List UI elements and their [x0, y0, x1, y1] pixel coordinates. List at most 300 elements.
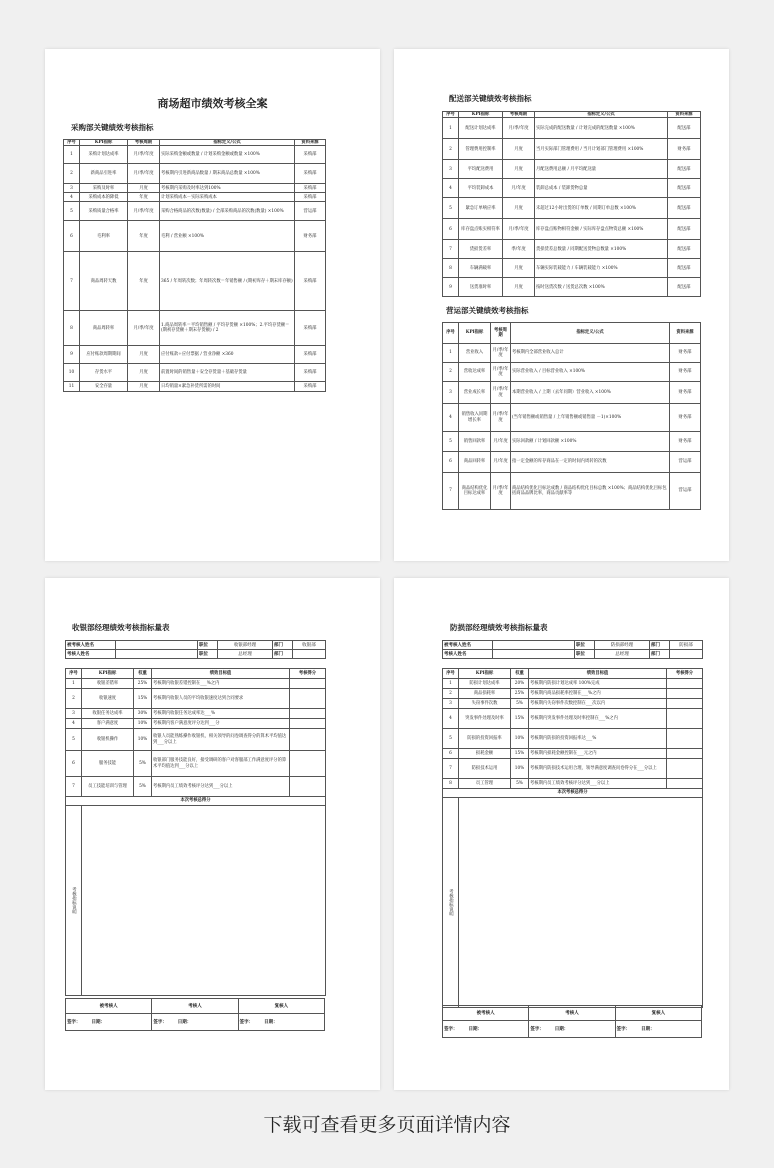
table-cell: 月度 — [503, 139, 535, 160]
info-label: 职位 — [575, 650, 595, 659]
table-cell: 5% — [511, 779, 529, 789]
table-cell: 配送部 — [668, 179, 701, 198]
table-row — [443, 118, 701, 139]
table-cell: 月/季/年度 — [128, 311, 160, 346]
table-cell: 15% — [511, 709, 529, 729]
info-row — [66, 641, 326, 650]
table-row — [443, 278, 701, 297]
header-cell: KPI指标 — [459, 669, 511, 679]
table-cell: 月度 — [128, 382, 160, 392]
section-title-distribution: 配送部关键绩效考核指标 — [449, 94, 532, 103]
table-cell: 1 — [443, 344, 459, 363]
table-cell: 4 — [64, 193, 80, 202]
table-cell: 7 — [66, 777, 82, 797]
section-title-procurement: 采购部关键绩效考核指标 — [71, 123, 154, 132]
header-cell: 考核周期 — [128, 140, 160, 146]
table-cell: 考核期内员工绩效考核评分达到___分以上 — [529, 779, 667, 789]
table-cell: 月/季/年度 — [128, 202, 160, 221]
table-cell: 月/年度 — [503, 179, 535, 198]
table-cell: 指一定金额的库存商品在一定的时间内周转的次数 — [511, 452, 670, 473]
table-cell: 月/季/年度 — [503, 219, 535, 240]
table-row — [443, 759, 703, 779]
info-value — [116, 650, 198, 659]
note-row — [443, 798, 703, 1008]
table-cell: 商品结构优化目标达成数 / 商品结构优化目标总数 ×100%；商品结构优化目标包括商品品牌比率，商品贡献率等 — [511, 473, 670, 510]
table-row — [443, 749, 703, 759]
table-row — [64, 346, 326, 364]
sign-header: 复核人 — [615, 1006, 701, 1021]
header-cell: 考核得分 — [290, 669, 326, 679]
table-cell: 2 — [66, 689, 82, 709]
table-row — [64, 364, 326, 382]
table-cell: 员工管理 — [459, 779, 511, 789]
table-cell: 7 — [64, 252, 80, 311]
table-cell: 新商品引进率 — [80, 164, 128, 184]
table-cell: 采购部 — [295, 184, 326, 193]
document-page-2 — [394, 49, 729, 561]
table-cell: 财务部 — [670, 382, 701, 404]
header-cell: 权重 — [134, 669, 152, 679]
table-cell: 年度 — [128, 221, 160, 252]
table-row — [66, 777, 326, 797]
table-cell: 营业收入 — [459, 344, 491, 363]
table-cell: 7 — [443, 759, 459, 779]
table-cell: 10% — [511, 759, 529, 779]
table-cell: 1 — [443, 679, 459, 689]
info-label: 考核人姓名 — [443, 650, 493, 659]
document-page-1 — [45, 49, 380, 561]
table-row — [66, 719, 326, 729]
table-cell — [667, 679, 703, 689]
header-cell: 考核周期 — [503, 112, 535, 118]
header-cell: 序号 — [443, 323, 459, 344]
table-cell: 配送部 — [668, 118, 701, 139]
table-cell: 采购质量合格率 — [80, 202, 128, 221]
table-cell: 年度 — [128, 252, 160, 311]
table-cell: 5% — [134, 751, 152, 777]
table-cell: 10 — [64, 364, 80, 382]
table-cell: 计划采购成本－实际采购成本 — [160, 193, 295, 202]
table-cell: 月/季/年度 — [491, 363, 511, 382]
table-row — [64, 164, 326, 184]
cashier-kpi-table — [65, 668, 326, 996]
table-cell: 失窃事件次数 — [459, 699, 511, 709]
table-cell: 按时送货次数 / 送货总次数 ×100% — [535, 278, 668, 297]
sign-header-row — [443, 1006, 702, 1021]
table-cell — [667, 779, 703, 789]
info-value — [670, 650, 703, 659]
table-cell: 考核期内收银差错控制在___%之内 — [152, 679, 290, 689]
info-value — [493, 650, 575, 659]
table-cell: 配送部 — [668, 240, 701, 259]
table-row — [66, 709, 326, 719]
table-row — [64, 146, 326, 164]
info-label: 部门 — [273, 650, 293, 659]
table-cell: 采购部 — [295, 382, 326, 392]
table-row — [443, 240, 701, 259]
table-cell: 15% — [511, 749, 529, 759]
table-cell: 毛利 / 营业额 ×100% — [160, 221, 295, 252]
header-cell: 绩效目标值 — [529, 669, 667, 679]
download-more-link[interactable]: 下载可查看更多页面详情内容 — [263, 1114, 511, 1136]
header-cell: KPI指标 — [459, 323, 491, 344]
info-row — [443, 650, 703, 659]
table-cell: 财务部 — [670, 363, 701, 382]
table-cell: 月/季/年度 — [491, 344, 511, 363]
table-cell: 库存盘点账实相符率 — [459, 219, 503, 240]
header-cell: KPI指标 — [80, 140, 128, 146]
document-title: 商场超市绩效考核全案 — [157, 97, 268, 110]
table-cell: 管理费用控制率 — [459, 139, 503, 160]
table-cell: 4 — [443, 179, 459, 198]
header-cell: 权重 — [511, 669, 529, 679]
table-row — [64, 221, 326, 252]
table-row — [443, 473, 701, 510]
table-cell: 采购成本的降低 — [80, 193, 128, 202]
table-cell: 防损的投资回报率 — [459, 729, 511, 749]
table-cell: 本期营业收入 / 上期（去年同期）营业收入 ×100% — [511, 382, 670, 404]
table-cell: 前置时间的销售量＋安全存货量＋基础存货量 — [160, 364, 295, 382]
table-cell: 6 — [66, 751, 82, 777]
table-cell: 营运部 — [670, 473, 701, 510]
total-row — [66, 797, 326, 806]
table-cell: 考核期内收银任务达成率达___% — [152, 709, 290, 719]
table-cell: 月度 — [128, 346, 160, 364]
table-cell: 配送计划达成率 — [459, 118, 503, 139]
table-cell: 1.商品周转率＝平均销售额 / 平均存货额 ×100%；2.平均存货额＝(期初存货额＋期末存货额) / 2 — [160, 311, 295, 346]
table-cell: 考核期内防损的投资回报率达___% — [529, 729, 667, 749]
table-cell: 2 — [64, 164, 80, 184]
header-cell: KPI指标 — [82, 669, 134, 679]
table-cell: 送货准时率 — [459, 278, 503, 297]
table-cell — [667, 709, 703, 729]
table-row — [66, 729, 326, 751]
header-cell: 考核得分 — [667, 669, 703, 679]
date-label: 日期： — [554, 1027, 569, 1032]
table-cell: 车辆满载率 — [459, 259, 503, 278]
table-cell: 考核期内失窃事件次数控制在___次以内 — [529, 699, 667, 709]
table-cell: 2 — [443, 363, 459, 382]
header-cell: KPI指标 — [459, 112, 503, 118]
info-label: 部门 — [650, 650, 670, 659]
table-cell — [290, 719, 326, 729]
table-cell: 月/年度 — [491, 452, 511, 473]
table-cell: 11 — [64, 382, 80, 392]
info-label: 被考核人姓名 — [66, 641, 116, 650]
info-row — [66, 650, 326, 659]
table-cell: 10% — [511, 729, 529, 749]
sign-cell[interactable] — [615, 1021, 701, 1038]
table-cell: 月/季/年度 — [128, 164, 160, 184]
sign-cell[interactable] — [443, 1021, 529, 1038]
sign-row — [66, 1014, 325, 1031]
table-cell — [667, 689, 703, 699]
table-cell: 配送部 — [668, 160, 701, 179]
table-cell: 考核期内客户满意度评分达到___分 — [152, 719, 290, 729]
note-label: 考核指标说明 — [66, 806, 82, 996]
table-cell: 考核期内全部营业收入总计 — [511, 344, 670, 363]
table-row — [66, 689, 326, 709]
table-row — [64, 202, 326, 221]
header-cell: 绩效目标值 — [152, 669, 290, 679]
table-cell: 配送部 — [668, 219, 701, 240]
table-cell: (当年销售额或销售量 / 上年销售额或销售量 －1)×100% — [511, 404, 670, 432]
header-cell: 指标定义/公式 — [535, 112, 668, 118]
table-cell: 损耗金额 — [459, 749, 511, 759]
header-cell: 序号 — [64, 140, 80, 146]
info-label: 部门 — [273, 641, 293, 650]
loss-prevention-info-table — [442, 640, 703, 659]
table-header-row — [66, 669, 326, 679]
table-cell: 6 — [443, 749, 459, 759]
table-cell: 10% — [134, 729, 152, 751]
table-cell — [667, 729, 703, 749]
table-cell: 考核期内防损计划达成率 100%完成 — [529, 679, 667, 689]
table-cell: 1 — [64, 146, 80, 164]
table-cell: 10% — [134, 719, 152, 729]
cashier-info-table — [65, 640, 326, 659]
sign-header-row — [66, 999, 325, 1014]
sign-header: 被考核人 — [66, 999, 152, 1014]
header-cell: 序号 — [443, 112, 459, 118]
table-row — [66, 679, 326, 689]
table-cell — [290, 751, 326, 777]
table-cell: 考核期内员工绩效考核评分达到___分以上 — [152, 777, 290, 797]
info-value: 收银部 — [293, 641, 326, 650]
note-label: 考核指标说明 — [443, 798, 459, 1008]
table-cell — [290, 709, 326, 719]
table-cell: 6 — [443, 452, 459, 473]
table-cell: 2 — [443, 139, 459, 160]
table-cell: 销售回款率 — [459, 432, 491, 452]
table-cell: 考核期内突发事件处理及时率控制在___%之内 — [529, 709, 667, 729]
table-cell: 月度 — [128, 184, 160, 193]
table-cell: 实际回款额 / 计划回款额 ×100% — [511, 432, 670, 452]
table-cell: 20% — [511, 679, 529, 689]
table-row — [64, 193, 326, 202]
table-cell: 配送部 — [668, 259, 701, 278]
sign-label: 签字： — [530, 1027, 544, 1032]
table-cell: 营运部 — [295, 202, 326, 221]
table-cell: 未超过12小时出货的订单数 / 同期订单总数 ×100% — [535, 198, 668, 219]
table-cell: 3 — [443, 699, 459, 709]
info-value: 总经理 — [595, 650, 650, 659]
info-label: 职位 — [575, 641, 595, 650]
date-label: 日期： — [468, 1027, 482, 1032]
table-cell: 实际采购金额或数量 / 计划采购金额或数量 ×100% — [160, 146, 295, 164]
table-cell: 采购部 — [295, 311, 326, 346]
table-cell: 月/年度 — [491, 432, 511, 452]
sign-header: 复核人 — [238, 999, 324, 1014]
table-cell: 防损技术运用 — [459, 759, 511, 779]
table-row — [443, 452, 701, 473]
table-cell: 考核期内采购及时率达到100% — [160, 184, 295, 193]
table-cell: 营运部 — [670, 452, 701, 473]
table-cell: 月度 — [503, 259, 535, 278]
loss-prevention-kpi-table — [442, 668, 703, 1008]
table-cell: 4 — [66, 719, 82, 729]
date-label: 日期： — [264, 1020, 278, 1025]
table-cell: 收银任务达成率 — [82, 709, 134, 719]
info-label: 被考核人姓名 — [443, 641, 493, 650]
table-header-row — [443, 323, 701, 344]
note-row — [66, 806, 326, 996]
table-cell: 月配送费用总额 / 月平均配送量 — [535, 160, 668, 179]
table-cell: 月度 — [503, 278, 535, 297]
loss-prevention-sign-table — [442, 1005, 702, 1038]
table-cell: 应付账款÷应付票据 / 营业净额 ×360 — [160, 346, 295, 364]
sign-label: 签字： — [67, 1020, 81, 1025]
section-title-cashier: 收银部经理绩效考核指标量表 — [72, 623, 170, 632]
table-cell: 7 — [443, 240, 459, 259]
table-cell: 季/年度 — [503, 240, 535, 259]
document-page-3 — [45, 578, 380, 1090]
table-cell: 9 — [64, 346, 80, 364]
table-row — [443, 139, 701, 160]
table-cell — [290, 777, 326, 797]
info-label: 职位 — [198, 650, 218, 659]
table-row — [443, 432, 701, 452]
table-cell: 8 — [64, 311, 80, 346]
table-cell: 采购部 — [295, 346, 326, 364]
note-area — [82, 806, 326, 996]
table-cell: 收银速度 — [82, 689, 134, 709]
table-row — [443, 259, 701, 278]
section-title-loss-prevention: 防损部经理绩效考核指标量表 — [450, 623, 548, 632]
table-cell: 8 — [443, 259, 459, 278]
table-cell: 5 — [64, 202, 80, 221]
table-cell: 客户满意度 — [82, 719, 134, 729]
sign-header: 考核人 — [152, 999, 238, 1014]
table-cell: 1 — [66, 679, 82, 689]
table-row — [443, 709, 703, 729]
table-cell: 6 — [443, 219, 459, 240]
table-cell: 6 — [64, 221, 80, 252]
table-cell: 采购合格商品的次数(数量) / 全部采购商品的次数(数量) ×100% — [160, 202, 295, 221]
table-cell: 3 — [443, 160, 459, 179]
sign-header: 被考核人 — [443, 1006, 529, 1021]
table-cell — [667, 699, 703, 709]
document-page-4 — [394, 578, 729, 1090]
table-cell: 毛利率 — [80, 221, 128, 252]
table-cell: 突发事件处理及时率 — [459, 709, 511, 729]
table-cell — [290, 679, 326, 689]
table-cell: 月/季/年度 — [128, 146, 160, 164]
table-cell: 考核期内引进新商品数量 / 期末商品总数量 ×100% — [160, 164, 295, 184]
table-header-row — [443, 669, 703, 679]
table-row — [443, 404, 701, 432]
table-cell: 30% — [134, 709, 152, 719]
header-cell: 资料来源 — [670, 323, 701, 344]
total-score-label: 本次考核总得分 — [443, 789, 703, 798]
sign-label: 签字： — [444, 1027, 458, 1032]
table-cell: 安全存量 — [80, 382, 128, 392]
table-cell: 装卸总成本 / 装卸货物总量 — [535, 179, 668, 198]
table-row — [64, 252, 326, 311]
table-cell: 年度 — [128, 193, 160, 202]
table-cell: 采购部 — [295, 252, 326, 311]
header-cell: 资料来源 — [668, 112, 701, 118]
table-cell: 车辆实际装载能力 / 车辆装载能力 ×100% — [535, 259, 668, 278]
info-value: 防损部 — [670, 641, 703, 650]
table-row — [64, 311, 326, 346]
table-cell: 财务部 — [670, 404, 701, 432]
table-cell: 25% — [134, 679, 152, 689]
info-row — [443, 641, 703, 650]
sign-row — [443, 1021, 702, 1038]
table-cell: 紧急订单响应率 — [459, 198, 503, 219]
table-cell: 5 — [443, 729, 459, 749]
operations-kpi-table — [442, 322, 701, 510]
table-cell: 商品回转率 — [459, 452, 491, 473]
table-cell: 采购及时率 — [80, 184, 128, 193]
table-cell: 考核期内收银人员的平均收银速度达到合同要求 — [152, 689, 290, 709]
table-cell: 4 — [443, 709, 459, 729]
table-cell: 员工技能培训与管理 — [82, 777, 134, 797]
table-cell: 采购计划达成率 — [80, 146, 128, 164]
info-label: 职位 — [198, 641, 218, 650]
table-row — [64, 184, 326, 193]
table-cell: 9 — [443, 278, 459, 297]
table-cell: 平均装卸成本 — [459, 179, 503, 198]
table-cell: 考核期内商品损耗率控制在___%之内 — [529, 689, 667, 699]
table-cell — [290, 729, 326, 751]
note-area — [459, 798, 703, 1008]
table-cell: 月/季/年度 — [491, 404, 511, 432]
table-cell: 采购部 — [295, 193, 326, 202]
header-cell: 考核周期 — [491, 323, 511, 344]
table-cell: 15% — [134, 689, 152, 709]
table-row — [443, 179, 701, 198]
table-row — [443, 699, 703, 709]
info-value — [293, 650, 326, 659]
table-cell: 日均销量×紧急补货所需的时间 — [160, 382, 295, 392]
table-cell: 货损货差总数量 / 同期配送货物总数量 ×100% — [535, 240, 668, 259]
table-cell: 月度 — [503, 198, 535, 219]
sign-cell[interactable] — [152, 1014, 238, 1031]
sign-cell[interactable] — [66, 1014, 152, 1031]
table-row — [443, 363, 701, 382]
table-cell: 1 — [443, 118, 459, 139]
table-cell — [667, 759, 703, 779]
table-cell: 2 — [443, 689, 459, 699]
date-label: 日期： — [177, 1020, 192, 1025]
table-cell: 收银人员能熟练操作收银机，相关领导的问卷调查得分的算术平均值达到___分以上 — [152, 729, 290, 751]
date-label: 日期： — [91, 1020, 105, 1025]
sign-header: 考核人 — [529, 1006, 615, 1021]
table-cell: 财务部 — [668, 139, 701, 160]
total-score-label: 本次考核总得分 — [66, 797, 326, 806]
table-row — [443, 160, 701, 179]
table-cell — [290, 689, 326, 709]
table-cell: 商品周转天数 — [80, 252, 128, 311]
sign-cell[interactable] — [529, 1021, 615, 1038]
table-cell: 应付账款周期期间 — [80, 346, 128, 364]
table-cell: 5 — [66, 729, 82, 751]
cashier-sign-table — [65, 998, 325, 1031]
table-cell: 财务部 — [295, 221, 326, 252]
table-cell: 25% — [511, 689, 529, 699]
table-row — [443, 679, 703, 689]
info-value — [116, 641, 198, 650]
procurement-kpi-table — [63, 139, 326, 392]
table-cell: 365 / 年周转次数；年周转次数＝年销售额 / (期初库存＋期末库存额) — [160, 252, 295, 311]
distribution-kpi-table — [442, 111, 701, 297]
table-cell: 收银差错率 — [82, 679, 134, 689]
header-cell: 指标定义/公式 — [160, 140, 295, 146]
sign-cell[interactable] — [238, 1014, 324, 1031]
sign-label: 签字： — [616, 1027, 631, 1032]
